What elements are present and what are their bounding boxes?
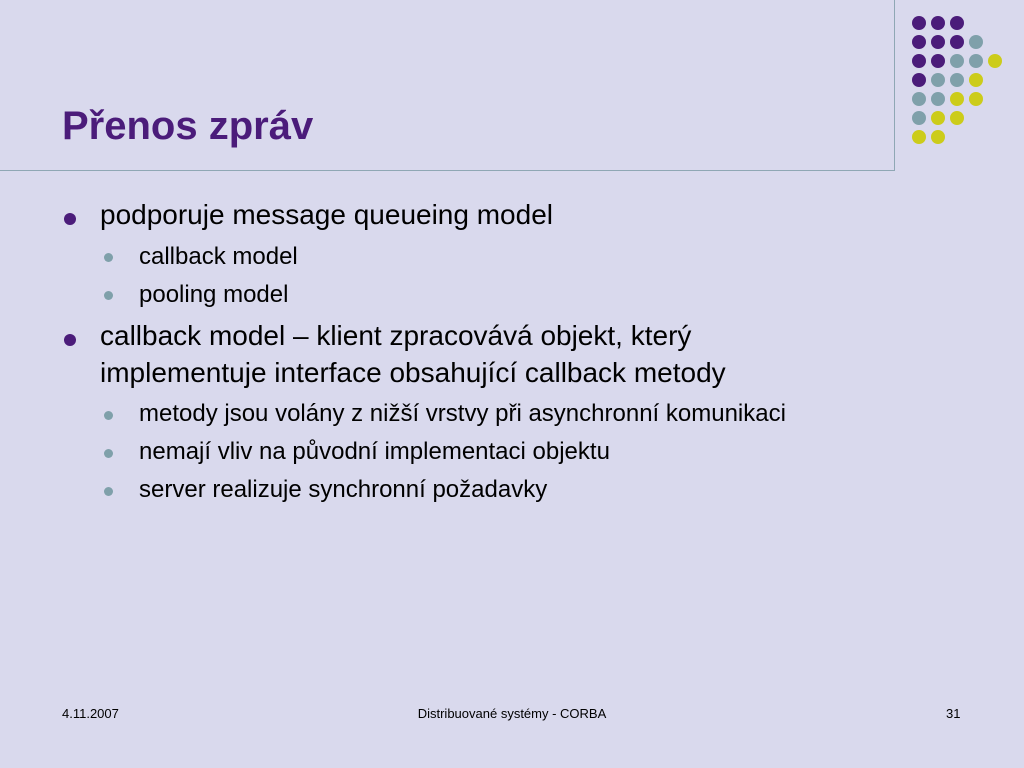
sub-bullet-text: nemají vliv na původní implementaci objektu <box>139 438 610 465</box>
decor-dot <box>912 54 926 68</box>
decor-dot <box>950 54 964 68</box>
sub-bullet-marker <box>104 411 113 420</box>
footer-date: 4.11.2007 <box>62 706 119 721</box>
title-horizontal-divider <box>0 170 895 171</box>
bullet-marker <box>64 334 76 346</box>
decor-dot <box>912 16 926 30</box>
sub-bullet-text: server realizuje synchronní požadavky <box>139 476 548 503</box>
sub-bullet-marker <box>104 291 113 300</box>
slide-title: Přenos zpráv <box>62 104 314 148</box>
bullet-text: podporuje message queueing model <box>100 199 553 230</box>
decor-dot <box>969 35 983 49</box>
sub-bullet-marker <box>104 487 113 496</box>
decor-dot <box>969 92 983 106</box>
bullet-text-line2: implementuje interface obsahující callback metody <box>100 357 726 388</box>
footer-title: Distribuované systémy - CORBA <box>417 706 607 721</box>
sub-bullet-text: callback model <box>139 243 298 270</box>
decor-dot <box>931 92 945 106</box>
footer-page-number: 31 <box>946 706 961 721</box>
decor-dot <box>931 16 945 30</box>
title-vertical-divider <box>894 0 895 171</box>
decor-dot <box>950 16 964 30</box>
sub-bullet-marker <box>104 449 113 458</box>
sub-bullet-marker <box>104 253 113 262</box>
decor-dot <box>931 35 945 49</box>
bullet-text-line1: callback model – klient zpracovává objekt, který <box>100 320 692 351</box>
sub-bullet-text: metody jsou volány z nižší vrstvy při asynchronní komunikaci <box>139 400 786 427</box>
decor-dot <box>931 111 945 125</box>
decor-dot <box>912 111 926 125</box>
decor-dot <box>912 92 926 106</box>
decor-dot <box>988 54 1002 68</box>
decor-dot <box>931 73 945 87</box>
decor-dot <box>950 92 964 106</box>
decor-dot <box>950 73 964 87</box>
sub-bullet-text: pooling model <box>139 281 289 308</box>
decor-dot <box>931 54 945 68</box>
decor-dot <box>931 130 945 144</box>
decor-dot <box>912 130 926 144</box>
decor-dot <box>912 35 926 49</box>
decor-dot <box>950 35 964 49</box>
decor-dot <box>912 73 926 87</box>
bullet-marker <box>64 213 76 225</box>
decor-dot <box>950 111 964 125</box>
decor-dot <box>969 54 983 68</box>
decor-dot <box>969 73 983 87</box>
